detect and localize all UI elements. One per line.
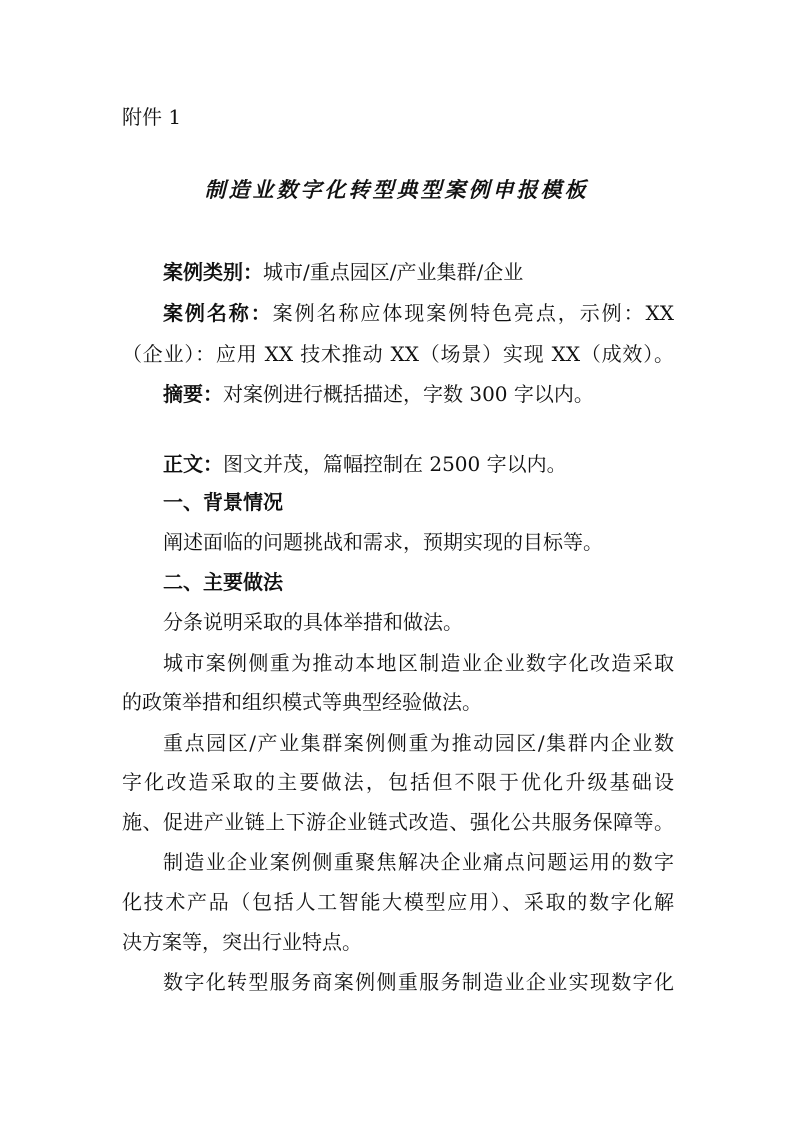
abstract-row bbox=[163, 380, 674, 408]
body-value: 图文并茂，篇幅控制在 2500 字以内。 bbox=[223, 452, 567, 476]
paragraph-line: 数字化转型服务商案例侧重服务制造业企业实现数字化 bbox=[163, 970, 674, 994]
page-title: 制造业数字化转型典型案例申报模板 bbox=[204, 177, 589, 202]
paragraph-line: 决方案等，突出行业特点。 bbox=[122, 930, 362, 954]
paragraph: 分条说明采取的具体举措和做法。 bbox=[163, 610, 463, 634]
case-name-value: 案例名称应体现案例特色亮点，示例：XX bbox=[272, 301, 675, 325]
case-name-continuation: （企业）：应用 XX 技术推动 XX（场景）实现 XX（成效）。 bbox=[122, 342, 674, 366]
case-name-row bbox=[163, 299, 674, 327]
case-name-label: 案例名称： bbox=[163, 301, 273, 325]
section-heading-practices: 二、主要做法 bbox=[163, 570, 283, 594]
section-heading-background: 一、背景情况 bbox=[163, 490, 283, 514]
abstract-value: 对案例进行概括描述，字数 300 字以内。 bbox=[223, 382, 594, 406]
paragraph-line: 重点园区/产业集群案例侧重为推动园区/集群内企业数 bbox=[163, 731, 674, 755]
case-category-value: 城市/重点园区/产业集群/企业 bbox=[263, 260, 524, 284]
body-row bbox=[163, 450, 674, 478]
paragraph-line: 城市案例侧重为推动本地区制造业企业数字化改造采取 bbox=[163, 651, 674, 675]
paragraph-line: 化技术产品（包括人工智能大模型应用）、采取的数字化解 bbox=[122, 890, 674, 914]
abstract-label: 摘要： bbox=[163, 382, 223, 406]
case-category-label: 案例类别： bbox=[163, 260, 263, 284]
paragraph-line: 的政策举措和组织模式等典型经验做法。 bbox=[122, 690, 482, 714]
paragraph-line: 制造业企业案例侧重聚焦解决企业痛点问题运用的数字 bbox=[163, 850, 674, 874]
attachment-label: 附件 1 bbox=[122, 105, 182, 129]
case-category-row bbox=[163, 258, 674, 286]
paragraph-line: 施、促进产业链上下游企业链式改造、强化公共服务保障等。 bbox=[122, 810, 674, 834]
body-label: 正文： bbox=[163, 452, 223, 476]
paragraph: 阐述面临的问题挑战和需求，预期实现的目标等。 bbox=[163, 530, 603, 554]
paragraph-line: 字化改造采取的主要做法，包括但不限于优化升级基础设 bbox=[122, 770, 674, 794]
